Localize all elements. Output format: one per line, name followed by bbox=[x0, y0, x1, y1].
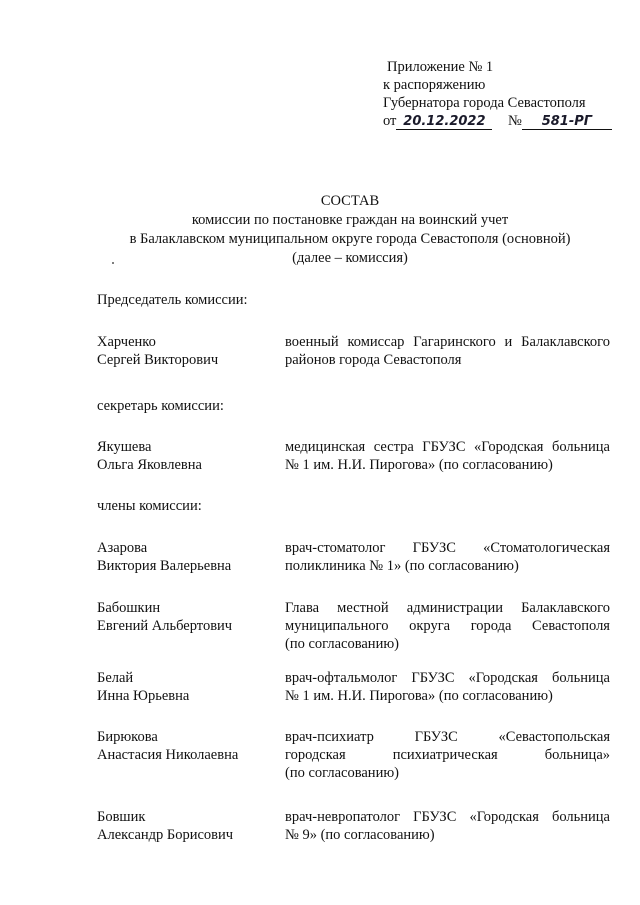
handwritten-number: 581-РГ bbox=[522, 114, 612, 130]
person-given-names: Инна Юрьевна bbox=[97, 688, 190, 704]
appendix-title: Приложение № 1 bbox=[387, 59, 494, 75]
person-given-names: Сергей Викторович bbox=[97, 352, 219, 368]
role-line: № 1 им. Н.И. Пирогова» (по согласованию) bbox=[285, 457, 553, 473]
document-heading bbox=[60, 192, 640, 268]
role-line: № 1 им. Н.И. Пирогова» (по согласованию) bbox=[285, 688, 553, 704]
role-line: врач-офтальмолог ГБУЗС «Городская больница bbox=[285, 670, 610, 686]
person-role bbox=[285, 438, 610, 474]
heading-line-2: в Балаклавском муниципальном округе города Севастополя (основной) bbox=[129, 231, 571, 247]
role-line: Глава местной администрации Балаклавского bbox=[285, 600, 610, 616]
person-role bbox=[285, 728, 610, 782]
person-name bbox=[97, 599, 232, 635]
person-surname: Бовшик bbox=[97, 809, 146, 825]
person-given-names: Анастасия Николаевна bbox=[97, 747, 239, 763]
role-line: врач-невропатолог ГБУЗС «Городская больница bbox=[285, 809, 610, 825]
person-surname: Бирюкова bbox=[97, 729, 158, 745]
role-line: № 9» (по согласованию) bbox=[285, 827, 435, 843]
section-chairman: Председатель комиссии: bbox=[97, 292, 248, 308]
heading-line-1: комиссии по постановке граждан на воинский учет bbox=[191, 212, 509, 228]
number-prefix: № bbox=[508, 113, 522, 129]
person-name bbox=[97, 669, 189, 705]
scan-speck bbox=[112, 262, 114, 264]
role-line: районов города Севастополя bbox=[285, 352, 462, 368]
person-surname: Азарова bbox=[97, 540, 148, 556]
section-secretary: секретарь комиссии: bbox=[97, 398, 224, 414]
person-surname: Бабошкин bbox=[97, 600, 161, 616]
role-line: врач-психиатр ГБУЗС «Севастопольская bbox=[285, 729, 610, 745]
heading-line-3: (далее – комиссия) bbox=[292, 250, 408, 266]
role-line: муниципального округа города Севастополя bbox=[285, 618, 610, 634]
appendix-order-ref: к распоряжению bbox=[383, 77, 486, 93]
person-name bbox=[97, 808, 233, 844]
appendix-issuer: Губернатора города Севастополя bbox=[383, 95, 586, 111]
date-prefix: от bbox=[383, 113, 397, 129]
person-name bbox=[97, 333, 218, 369]
person-role bbox=[285, 669, 610, 705]
document-title: СОСТАВ bbox=[320, 193, 380, 209]
person-given-names: Александр Борисович bbox=[97, 827, 234, 843]
person-given-names: Ольга Яковлевна bbox=[97, 457, 202, 473]
role-line: поликлиника № 1» (по согласованию) bbox=[285, 558, 519, 574]
handwritten-date: 20.12.2022 bbox=[396, 114, 492, 130]
person-surname: Белай bbox=[97, 670, 134, 686]
person-given-names: Виктория Валерьевна bbox=[97, 558, 232, 574]
person-role bbox=[285, 539, 610, 575]
person-surname: Якушева bbox=[97, 439, 152, 455]
role-line: военный комиссар Гагаринского и Балаклавского bbox=[285, 334, 610, 350]
role-line: городская психиатрическая больница» bbox=[285, 747, 610, 763]
person-role bbox=[285, 808, 610, 844]
person-role bbox=[285, 599, 610, 653]
person-name bbox=[97, 438, 202, 474]
role-line: врач-стоматолог ГБУЗС «Стоматологическая bbox=[285, 540, 610, 556]
role-line: (по согласованию) bbox=[285, 636, 399, 652]
person-role bbox=[285, 333, 610, 369]
person-name bbox=[97, 728, 238, 764]
role-line: медицинская сестра ГБУЗС «Городская больница bbox=[285, 439, 610, 455]
person-given-names: Евгений Альбертович bbox=[97, 618, 233, 634]
appendix-date-line bbox=[383, 112, 612, 130]
person-name bbox=[97, 539, 231, 575]
role-line: (по согласованию) bbox=[285, 765, 399, 781]
person-surname: Харченко bbox=[97, 334, 156, 350]
section-members: члены комиссии: bbox=[97, 498, 202, 514]
appendix-block bbox=[383, 58, 612, 130]
